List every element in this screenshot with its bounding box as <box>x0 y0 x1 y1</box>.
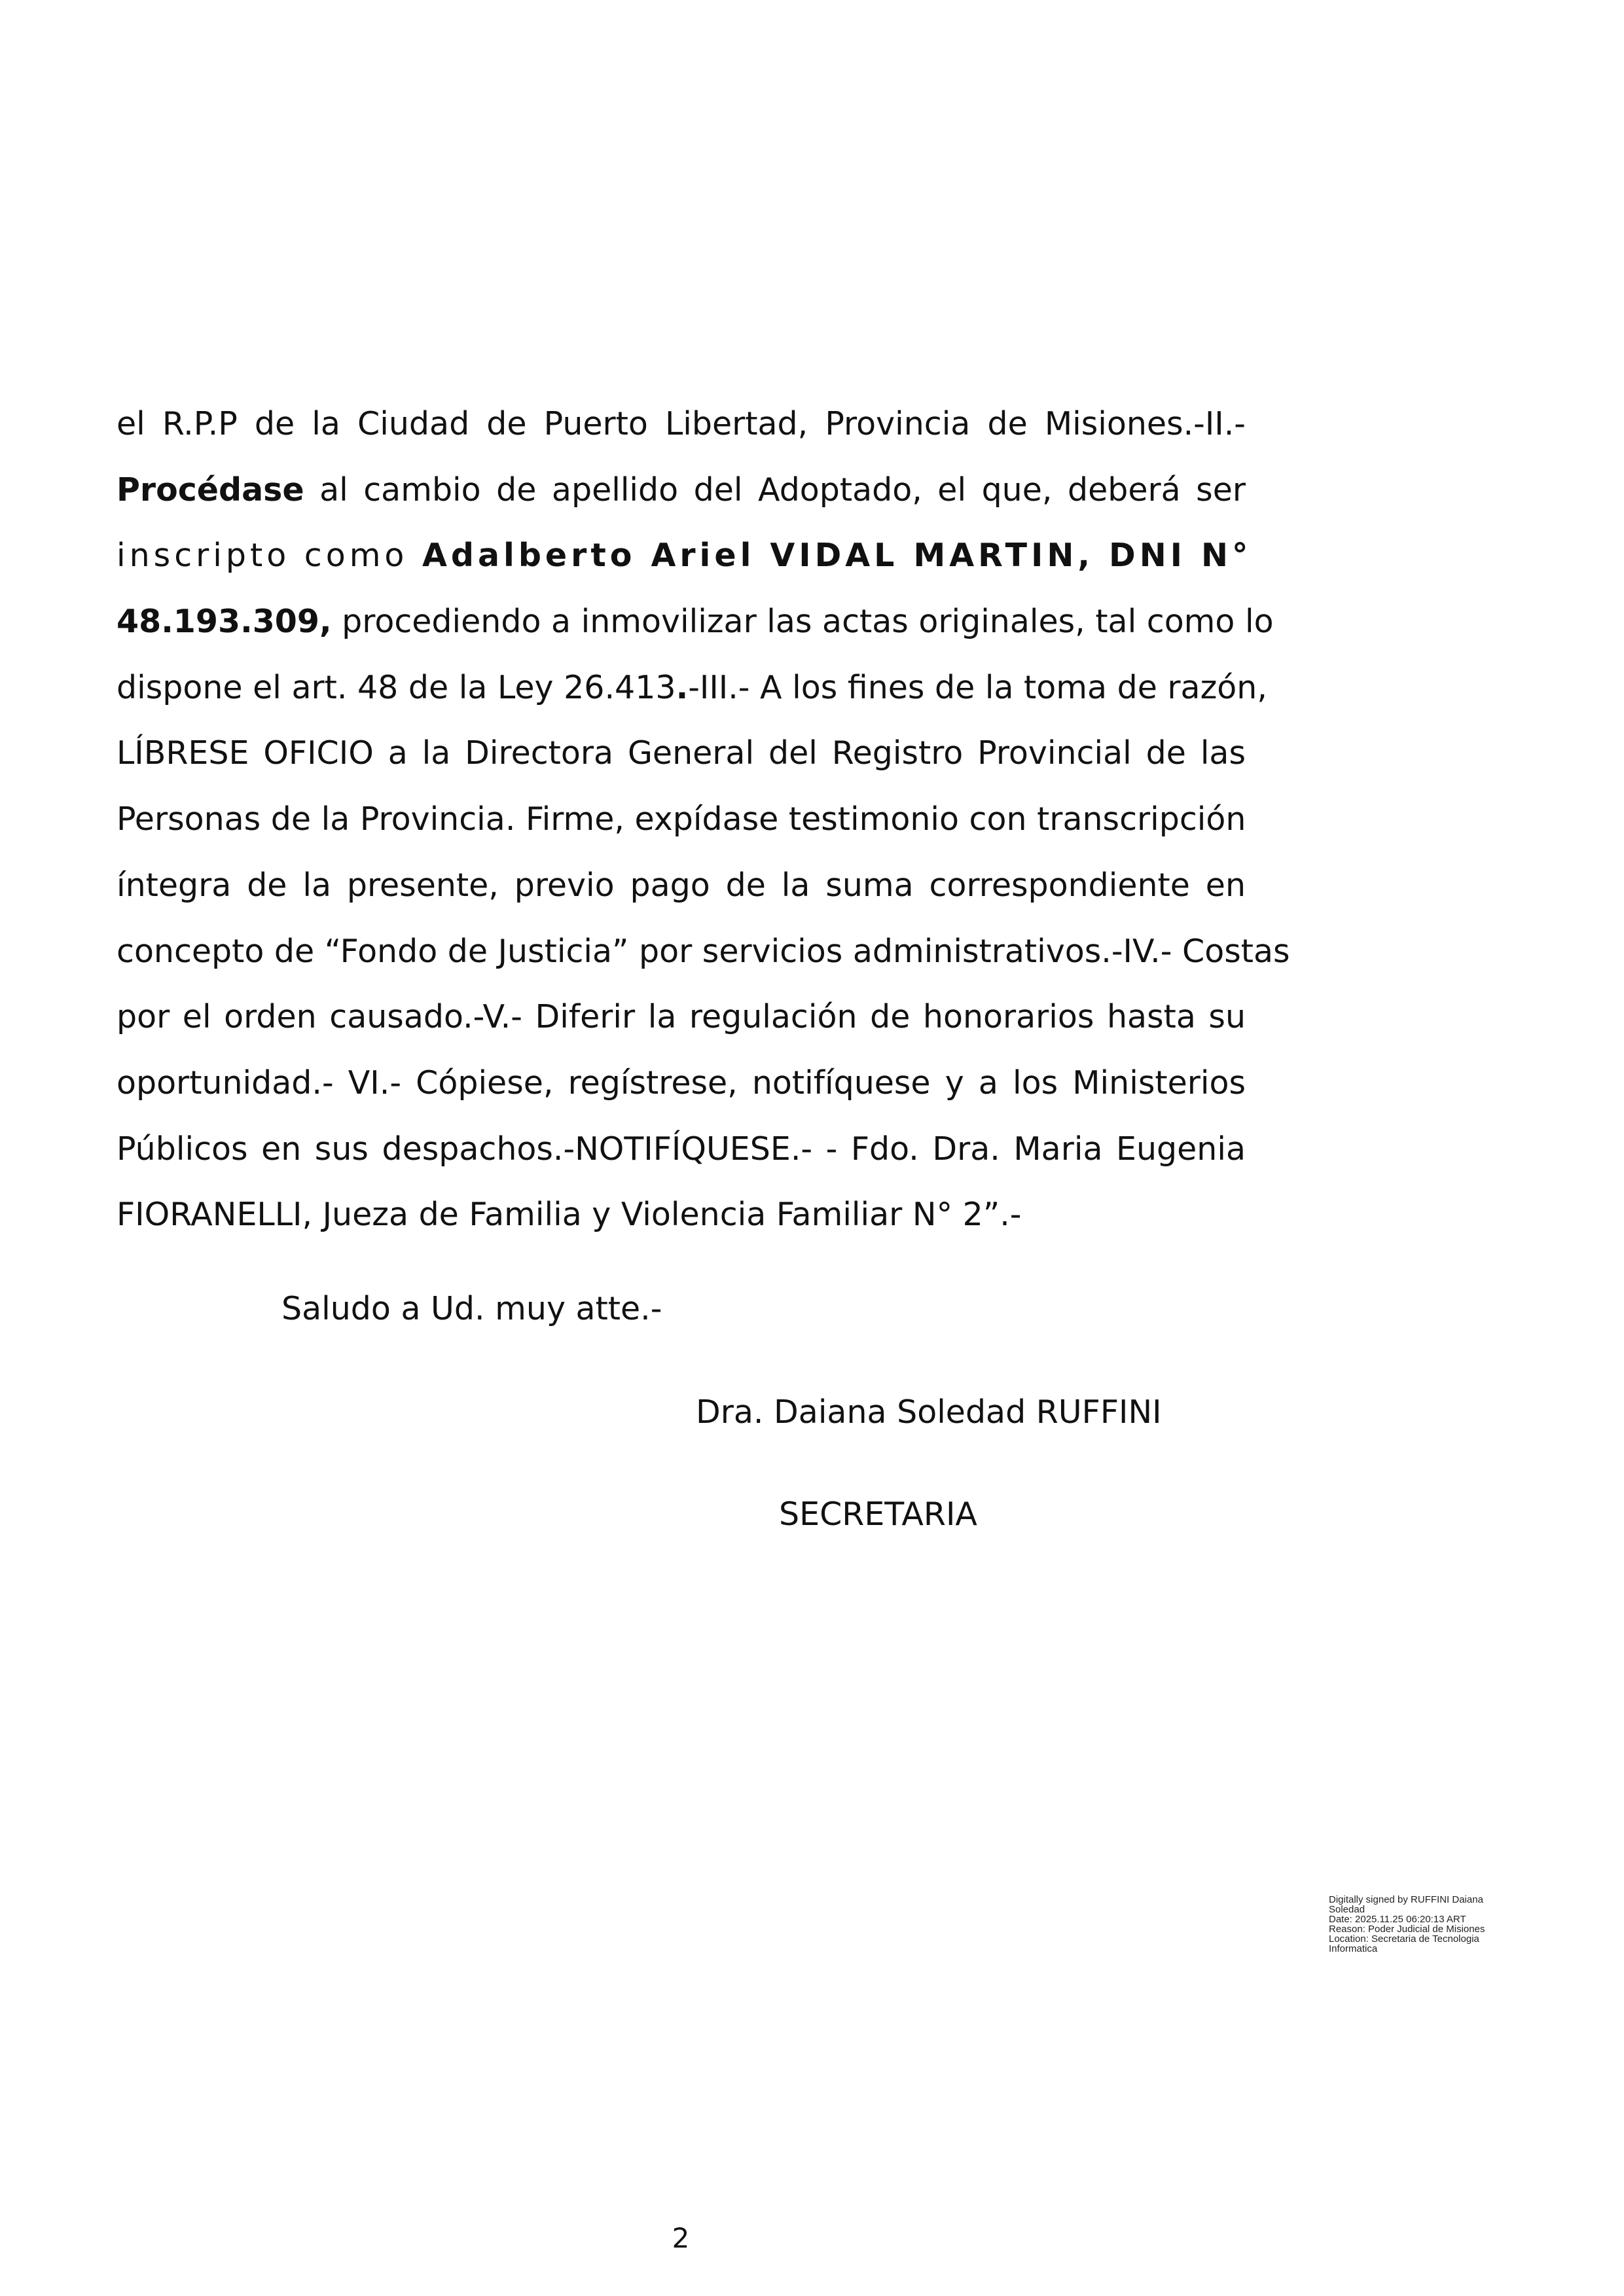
digital-signature-line: Date: 2025.11.25 06:20:13 ART <box>1329 1914 1466 1925</box>
body-line: íntegra de la presente, previo pago de la suma correspondiente en <box>117 866 1246 904</box>
digital-signature-line: Location: Secretaria de Tecnologia <box>1329 1933 1479 1945</box>
body-line: FIORANELLI, Jueza de Familia y Violencia Familiar N° 2”.- <box>117 1196 1022 1234</box>
signer-name: Dra. Daiana Soledad RUFFINI <box>696 1393 1162 1431</box>
adoptee-name: Adalberto Ariel VIDAL MARTIN, DNI N° <box>422 537 1252 575</box>
page-number: 2 <box>672 2222 690 2254</box>
body-line: el R.P.P de la Ciudad de Puerto Libertad, Provincia de Misiones.-II.- <box>117 405 1246 442</box>
body-line: Personas de la Provincia. Firme, expídase testimonio con transcripción <box>117 800 1246 838</box>
body-line: concepto de “Fondo de Justicia” por servicios administrativos.-IV.- Costas <box>117 932 1290 970</box>
resolution-body-text <box>117 391 1290 1248</box>
dni-number: 48.193.309, <box>117 603 332 641</box>
digital-signature-line: Soledad <box>1329 1904 1365 1915</box>
bold-term: Procédase <box>117 471 304 509</box>
digital-signature-line: Digitally signed by RUFFINI Daiana <box>1329 1894 1483 1905</box>
body-line: Procédase al cambio de apellido del Adoptado, el que, deberá ser <box>117 471 1246 509</box>
signer-title: SECRETARIA <box>779 1496 977 1533</box>
body-line: 48.193.309, procediendo a inmovilizar las actas originales, tal como lo <box>117 603 1274 641</box>
digital-signature-stamp <box>1329 1895 1519 1954</box>
body-line: Públicos en sus despachos.-NOTIFÍQUESE.- - Fdo. Dra. Maria Eugenia <box>117 1130 1246 1168</box>
body-line: LÍBRESE OFICIO a la Directora General del Registro Provincial de las <box>117 734 1246 772</box>
body-line: por el orden causado.-V.- Diferir la regulación de honorarios hasta su <box>117 998 1246 1036</box>
body-line: dispone el art. 48 de la Ley 26.413.-III.- A los fines de la toma de razón, <box>117 668 1267 706</box>
digital-signature-line: Reason: Poder Judicial de Misiones <box>1329 1924 1485 1935</box>
body-line: oportunidad.- VI.- Cópiese, regístrese, notifíquese y a los Ministerios <box>117 1064 1246 1102</box>
body-line: inscripto como Adalberto Ariel VIDAL MARTIN, DNI N° <box>117 537 1252 575</box>
digital-signature-line: Informatica <box>1329 1943 1378 1954</box>
closing-greeting: Saludo a Ud. muy atte.- <box>281 1290 662 1327</box>
